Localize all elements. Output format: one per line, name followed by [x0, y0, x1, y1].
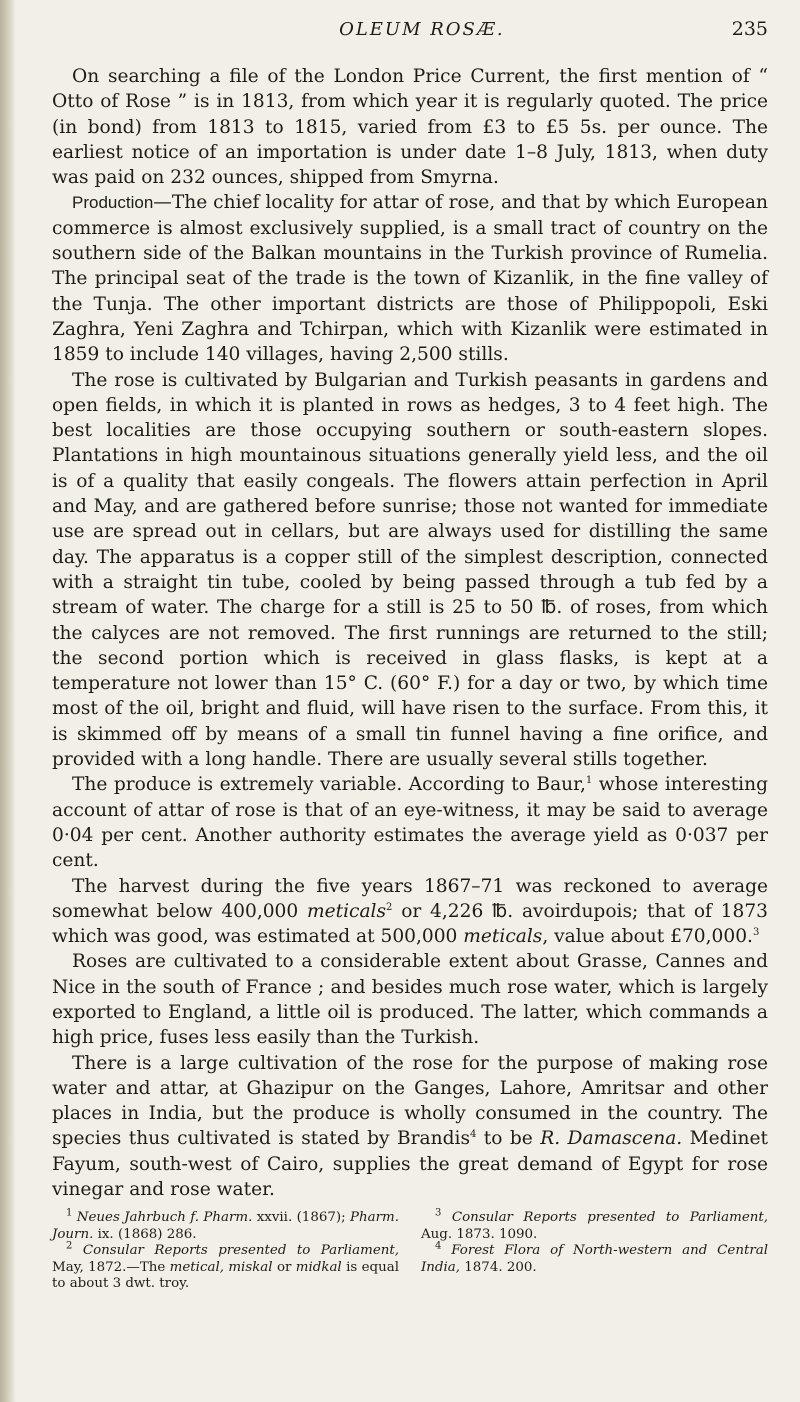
footnote-3 — [421, 1207, 769, 1243]
text-run: Medinet Fayum, south-west of Cairo, supplies the great demand of Egypt for rose vinegar and rose water. — [52, 1128, 768, 1201]
footnote-mark: 4 — [435, 1240, 442, 1252]
paragraph-france: Roses are cultivated to a considerable extent about Grasse, Cannes and Nice in the south of France ; and besides much rose water, which is largely exported to England, a little oil is produced. The latter, which commands a high price, fuses less easily than the Turkish. — [52, 951, 768, 1049]
text-run: ix. (1868) 286. — [93, 1226, 197, 1242]
footnote-1 — [52, 1207, 399, 1243]
italic-citation: Neues Jahrbuch f. Pharm. — [76, 1210, 253, 1226]
text-run: The harvest during the five years 1867–71 was reckoned to average somewhat below 400,000 — [52, 875, 768, 922]
text-run: May, 1872.—The — [52, 1259, 170, 1275]
paragraph-price-current: On searching a file of the London Price Current, the first mention of “ Otto of Rose ” is in 1813, from which year it is regularly quoted. The price (in bond) from 1813 to 1815, varied from £3 to £5 5s. per ounce. The earliest notice of an importation is under date 1–8 July, 1813, when duty was paid on 232 ounces, shipped from Smyrna. — [52, 66, 768, 189]
footnotes — [52, 1207, 769, 1292]
paragraph-produce — [52, 772, 768, 873]
footnote-mark: 3 — [435, 1207, 442, 1219]
footnote-2 — [52, 1240, 400, 1292]
italic-species: R. Damascena. — [540, 1128, 683, 1150]
footnote-ref-1: 1 — [585, 775, 593, 787]
page-gutter-shadow — [0, 0, 16, 1402]
text-run: is equal to about 3 dwt. troy. — [52, 1259, 399, 1291]
text-run: whose interesting account of attar of rose is that of an eye-witness, it may be said to average 0·04 per cent. Another authority estimates the average yield as 0·037 per cent. — [52, 774, 768, 872]
italic-term: metical, miskal — [169, 1259, 273, 1275]
page-header — [52, 18, 768, 52]
text-run: or 4,226 ℔. avoirdupois; that of 1873 which was good, was estimated at 500,000 — [52, 900, 768, 948]
footnote-mark: 2 — [66, 1240, 73, 1252]
italic-citation: Consular Reports presented to Parliament, — [451, 1210, 769, 1226]
running-title: OLEUM ROSÆ. — [339, 19, 505, 40]
italic-term: midkal — [295, 1259, 342, 1275]
paragraph-harvest — [52, 874, 768, 950]
paragraph-india — [52, 1051, 768, 1203]
footnote-ref-4: 4 — [469, 1129, 477, 1141]
text-run: xxvii. (1867); — [252, 1210, 350, 1226]
footnote-mark: 1 — [66, 1207, 73, 1219]
text-run: Aug. 1873. 1090. — [421, 1226, 538, 1242]
book-page — [52, 18, 768, 1292]
section-heading-production: Production — [72, 193, 154, 213]
footnote-4 — [421, 1240, 768, 1276]
italic-citation: Pharm. Journ. — [52, 1210, 399, 1242]
footnote-ref-2: 2 — [386, 901, 393, 913]
footnotes-left-column — [52, 1207, 400, 1292]
italic-term: meticals — [463, 926, 543, 948]
footnote-ref-3: 3 — [752, 926, 760, 938]
paragraph-production-text: —The chief locality for attar of rose, and that by which European commerce is almost exclusively supplied, is a small tract of country on the southern side of the Balkan mountains in the Turkish province of Rumelia. The principal seat of the trade is the town of Kizanlik, in the fine valley of the Tunja. The other important districts are those of Philippopoli, Eski Zaghra, Yeni Zaghra and Tchirpan, which with Kizanlik were estimated in 1859 to include 140 villages, having 2,500 stills. — [52, 192, 768, 366]
italic-citation: Consular Reports presented to Parliament, — [82, 1243, 400, 1259]
text-run: to be — [476, 1128, 541, 1150]
body-text — [52, 64, 768, 1202]
italic-term: meticals — [307, 900, 387, 922]
paragraph-cultivation: The rose is cultivated by Bulgarian and Turkish peasants in gardens and open fields, in which it is planted in rows as hedges, 3 to 4 feet high. The best localities are those occupying southern or south-eastern slopes. Plantations in high mountainous situations generally yield less, and the oil is of a quality that easily congeals. The flowers attain perfection in April and May, and are gathered before sunrise; those not wanted for immediate use are spread out in cellars, but are always used for distilling the same day. The apparatus is a copper still of the simplest description, connected with a straight tin tube, cooled by being passed through a tub fed by a stream of water. The charge for a still is 25 to 50 ℔. of roses, from which the calyces are not removed. The first runnings are returned to the still; the second portion which is received in glass flasks, is kept at a temperature not lower than 15° C. (60° F.) for a day or two, by which time most of the oil, bright and fluid, will have risen to the surface. From this, it is skimmed off by means of a small tin funnel having a fine orifice, and provided with a long handle. There are usually several stills together. — [52, 369, 768, 771]
text-run: There is a large cultivation of the rose for the purpose of making rose water and attar, at Ghazipur on the Ganges, Lahore, Amritsar and other places in India, but the produce is wholly consumed in the country. The species thus cultivated is stated by Brandis — [52, 1052, 768, 1150]
paragraph-production — [52, 190, 768, 367]
footnotes-right-column — [421, 1207, 769, 1292]
text-run: , value about £70,000. — [542, 926, 753, 948]
page-number: 235 — [731, 18, 768, 40]
text-run: or — [272, 1259, 296, 1275]
text-run: The produce is extremely variable. According to Baur, — [72, 774, 586, 796]
text-run: 1874. 200. — [460, 1259, 537, 1275]
italic-citation: Forest Flora of North-western and Central India, — [421, 1243, 768, 1275]
